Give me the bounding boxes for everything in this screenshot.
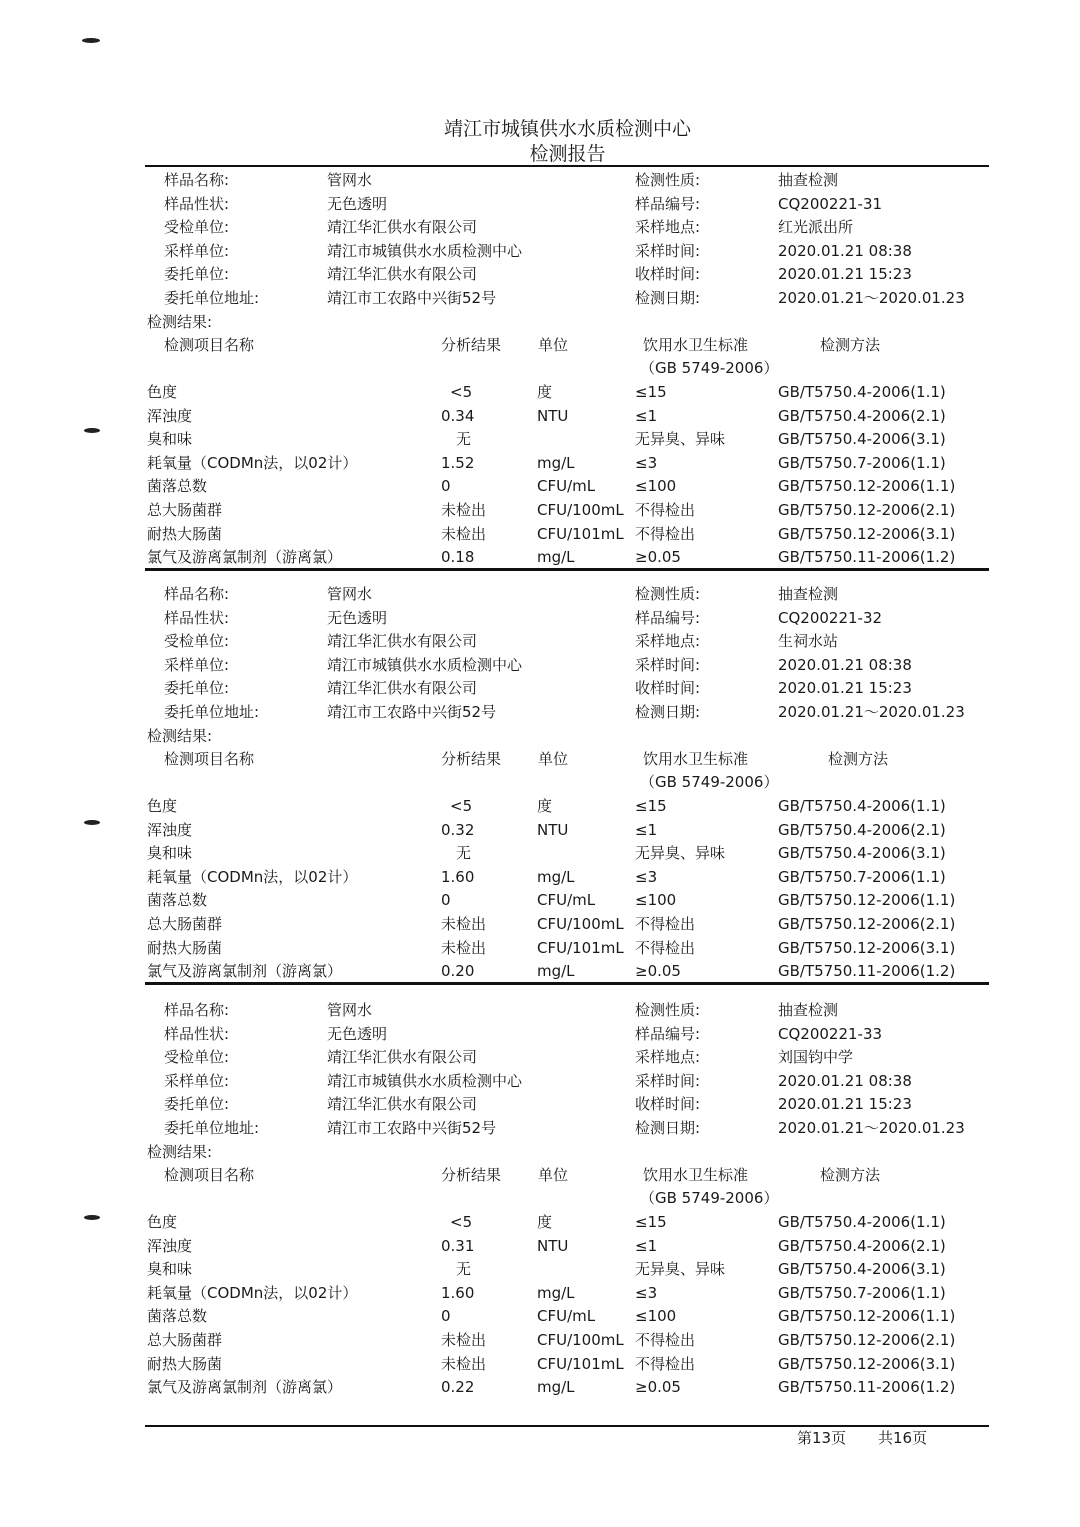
column-header-item: 检测项目名称 [164, 1166, 255, 1184]
item-method: GB/T5750.4-2006(1.1) [778, 797, 946, 815]
value-test-date: 2020.01.21～2020.01.23 [778, 703, 965, 721]
block-separator [145, 568, 989, 571]
item-unit: mg/L [537, 454, 575, 472]
scan-mark [82, 38, 100, 43]
value-sample-name: 管网水 [327, 171, 373, 189]
label-sampling-site: 采样地点: [635, 632, 701, 650]
label-sample-property: 样品性状: [164, 195, 230, 213]
label-sample-no: 样品编号: [635, 195, 701, 213]
item-standard: 不得检出 [635, 1355, 696, 1373]
item-standard: ≤100 [635, 891, 677, 909]
label-sample-property: 样品性状: [164, 609, 230, 627]
item-name: 总大肠菌群 [147, 1331, 223, 1349]
item-name: 耐热大肠菌 [147, 939, 223, 957]
item-standard: ≥0.05 [635, 962, 681, 980]
label-sampling-site: 采样地点: [635, 1048, 701, 1066]
value-receipt-time: 2020.01.21 15:23 [778, 265, 912, 283]
item-unit: mg/L [537, 1378, 575, 1396]
item-method: GB/T5750.4-2006(3.1) [778, 844, 946, 862]
org-title: 靖江市城镇供水水质检测中心 [443, 118, 691, 140]
results-heading: 检测结果: [147, 313, 213, 331]
item-method: GB/T5750.4-2006(1.1) [778, 1213, 946, 1231]
item-unit: CFU/101mL [537, 939, 624, 957]
item-result: 未检出 [441, 525, 487, 543]
item-result: 0.18 [441, 548, 475, 566]
value-sampling-unit: 靖江市城镇供水水质检测中心 [327, 1072, 523, 1090]
column-header-item: 检测项目名称 [164, 750, 255, 768]
column-header-method: 检测方法 [828, 750, 889, 768]
label-receipt-time: 收样时间: [635, 1095, 701, 1113]
column-header-unit: 单位 [538, 1166, 569, 1184]
item-method: GB/T5750.4-2006(2.1) [778, 407, 946, 425]
item-unit: 度 [537, 383, 553, 401]
label-sampling-time: 采样时间: [635, 656, 701, 674]
item-unit: CFU/100mL [537, 915, 624, 933]
label-sample-name: 样品名称: [164, 1001, 230, 1019]
item-result: 0.32 [441, 821, 475, 839]
item-name: 氯气及游离氯制剂（游离氯） [147, 1378, 343, 1396]
item-unit: 度 [537, 797, 553, 815]
item-standard: ≤3 [635, 1284, 658, 1302]
value-entrust-address: 靖江市工农路中兴街52号 [327, 703, 497, 721]
value-test-nature: 抽查检测 [778, 1001, 839, 1019]
column-header-unit: 单位 [538, 336, 569, 354]
column-header-method: 检测方法 [820, 336, 881, 354]
item-standard: 不得检出 [635, 1331, 696, 1349]
item-result: 未检出 [441, 915, 487, 933]
item-name: 菌落总数 [147, 1307, 208, 1325]
item-name: 氯气及游离氯制剂（游离氯） [147, 548, 343, 566]
item-result: 1.60 [441, 1284, 475, 1302]
item-name: 菌落总数 [147, 891, 208, 909]
item-method: GB/T5750.7-2006(1.1) [778, 868, 946, 886]
label-sampling-site: 采样地点: [635, 218, 701, 236]
value-test-nature: 抽查检测 [778, 585, 839, 603]
label-receipt-time: 收样时间: [635, 265, 701, 283]
value-sampling-site: 刘国钧中学 [778, 1048, 854, 1066]
column-header-method: 检测方法 [820, 1166, 881, 1184]
item-standard: ≤1 [635, 821, 658, 839]
header-rule [145, 165, 989, 167]
label-test-date: 检测日期: [635, 289, 701, 307]
label-receiving-unit: 受检单位: [164, 218, 230, 236]
item-result: 无 [456, 844, 472, 862]
item-name: 氯气及游离氯制剂（游离氯） [147, 962, 343, 980]
item-unit: CFU/mL [537, 477, 596, 495]
value-entrust-address: 靖江市工农路中兴街52号 [327, 1119, 497, 1137]
label-entrust-unit: 委托单位: [164, 265, 230, 283]
item-standard: 不得检出 [635, 915, 696, 933]
item-result: 0 [441, 891, 451, 909]
scan-mark [84, 428, 100, 433]
label-sample-name: 样品名称: [164, 171, 230, 189]
item-method: GB/T5750.4-2006(2.1) [778, 821, 946, 839]
value-receiving-unit: 靖江华汇供水有限公司 [327, 632, 478, 650]
value-sample-property: 无色透明 [327, 195, 388, 213]
item-unit: CFU/100mL [537, 501, 624, 519]
label-test-nature: 检测性质: [635, 1001, 701, 1019]
item-method: GB/T5750.11-2006(1.2) [778, 548, 956, 566]
value-sampling-time: 2020.01.21 08:38 [778, 242, 912, 260]
item-result: <5 [450, 383, 473, 401]
column-header-standard-code: （GB 5749-2006） [640, 773, 779, 791]
item-result: 未检出 [441, 1331, 487, 1349]
item-result: 0.20 [441, 962, 475, 980]
item-unit: CFU/101mL [537, 525, 624, 543]
block-separator [145, 982, 989, 985]
item-name: 耗氧量（CODMn法，以02计） [147, 1284, 358, 1302]
item-unit: NTU [537, 407, 569, 425]
item-result: 0 [441, 477, 451, 495]
item-method: GB/T5750.12-2006(3.1) [778, 939, 956, 957]
item-standard: ≤1 [635, 407, 658, 425]
item-result: 0.31 [441, 1237, 475, 1255]
page-number: 第13页 [797, 1429, 847, 1447]
item-method: GB/T5750.4-2006(3.1) [778, 1260, 946, 1278]
label-entrust-unit: 委托单位: [164, 1095, 230, 1113]
label-sample-property: 样品性状: [164, 1025, 230, 1043]
footer-rule [145, 1425, 989, 1427]
value-sample-no: CQ200221-32 [778, 609, 883, 627]
item-method: GB/T5750.4-2006(3.1) [778, 430, 946, 448]
item-standard: 不得检出 [635, 939, 696, 957]
value-test-nature: 抽查检测 [778, 171, 839, 189]
item-standard: ≥0.05 [635, 548, 681, 566]
value-test-date: 2020.01.21～2020.01.23 [778, 289, 965, 307]
column-header-standard: 饮用水卫生标准 [643, 336, 749, 354]
value-sampling-site: 生祠水站 [778, 632, 839, 650]
item-name: 浑浊度 [147, 821, 193, 839]
item-method: GB/T5750.4-2006(2.1) [778, 1237, 946, 1255]
item-result: 无 [456, 430, 472, 448]
item-name: 总大肠菌群 [147, 915, 223, 933]
column-header-result: 分析结果 [441, 336, 502, 354]
item-name: 臭和味 [147, 844, 193, 862]
item-name: 臭和味 [147, 1260, 193, 1278]
label-entrust-address: 委托单位地址: [164, 289, 260, 307]
item-result: <5 [450, 797, 473, 815]
label-sampling-unit: 采样单位: [164, 1072, 230, 1090]
item-result: 未检出 [441, 939, 487, 957]
label-receipt-time: 收样时间: [635, 679, 701, 697]
item-result: <5 [450, 1213, 473, 1231]
item-unit: NTU [537, 1237, 569, 1255]
item-unit: mg/L [537, 962, 575, 980]
item-standard: ≤3 [635, 868, 658, 886]
item-method: GB/T5750.11-2006(1.2) [778, 962, 956, 980]
item-result: 无 [456, 1260, 472, 1278]
label-test-nature: 检测性质: [635, 171, 701, 189]
item-standard: 不得检出 [635, 525, 696, 543]
value-sample-name: 管网水 [327, 1001, 373, 1019]
item-method: GB/T5750.12-2006(1.1) [778, 1307, 956, 1325]
value-entrust-unit: 靖江华汇供水有限公司 [327, 1095, 478, 1113]
item-standard: ≤100 [635, 477, 677, 495]
item-unit: CFU/mL [537, 1307, 596, 1325]
item-standard: 无异臭、异味 [635, 844, 726, 862]
label-sample-name: 样品名称: [164, 585, 230, 603]
item-standard: ≤100 [635, 1307, 677, 1325]
item-method: GB/T5750.12-2006(3.1) [778, 1355, 956, 1373]
item-standard: ≤15 [635, 383, 667, 401]
item-unit: NTU [537, 821, 569, 839]
item-standard: ≤1 [635, 1237, 658, 1255]
value-entrust-unit: 靖江华汇供水有限公司 [327, 265, 478, 283]
item-standard: 无异臭、异味 [635, 1260, 726, 1278]
column-header-standard: 饮用水卫生标准 [643, 1166, 749, 1184]
results-heading: 检测结果: [147, 1143, 213, 1161]
item-name: 总大肠菌群 [147, 501, 223, 519]
item-name: 色度 [147, 797, 178, 815]
item-standard: ≤15 [635, 797, 667, 815]
label-entrust-address: 委托单位地址: [164, 1119, 260, 1137]
item-method: GB/T5750.7-2006(1.1) [778, 454, 946, 472]
item-name: 耗氧量（CODMn法，以02计） [147, 868, 358, 886]
value-test-date: 2020.01.21～2020.01.23 [778, 1119, 965, 1137]
item-unit: mg/L [537, 1284, 575, 1302]
item-name: 耐热大肠菌 [147, 525, 223, 543]
item-method: GB/T5750.11-2006(1.2) [778, 1378, 956, 1396]
item-unit: mg/L [537, 868, 575, 886]
report-title: 检测报告 [529, 143, 606, 165]
column-header-standard: 饮用水卫生标准 [643, 750, 749, 768]
label-entrust-unit: 委托单位: [164, 679, 230, 697]
column-header-result: 分析结果 [441, 750, 502, 768]
page-total: 共16页 [878, 1429, 928, 1447]
column-header-standard-code: （GB 5749-2006） [640, 1189, 779, 1207]
column-header-standard-code: （GB 5749-2006） [640, 359, 779, 377]
item-result: 0 [441, 1307, 451, 1325]
label-test-nature: 检测性质: [635, 585, 701, 603]
value-receiving-unit: 靖江华汇供水有限公司 [327, 218, 478, 236]
value-sample-property: 无色透明 [327, 1025, 388, 1043]
item-result: 1.60 [441, 868, 475, 886]
item-result: 1.52 [441, 454, 475, 472]
item-name: 浑浊度 [147, 1237, 193, 1255]
item-unit: CFU/mL [537, 891, 596, 909]
value-receipt-time: 2020.01.21 15:23 [778, 679, 912, 697]
item-method: GB/T5750.12-2006(1.1) [778, 477, 956, 495]
value-sampling-unit: 靖江市城镇供水水质检测中心 [327, 656, 523, 674]
item-method: GB/T5750.4-2006(1.1) [778, 383, 946, 401]
item-method: GB/T5750.12-2006(3.1) [778, 525, 956, 543]
value-receipt-time: 2020.01.21 15:23 [778, 1095, 912, 1113]
item-method: GB/T5750.12-2006(2.1) [778, 1331, 956, 1349]
item-result: 0.22 [441, 1378, 475, 1396]
label-sampling-unit: 采样单位: [164, 242, 230, 260]
value-sample-no: CQ200221-33 [778, 1025, 883, 1043]
item-standard: ≥0.05 [635, 1378, 681, 1396]
item-standard: 无异臭、异味 [635, 430, 726, 448]
value-sampling-unit: 靖江市城镇供水水质检测中心 [327, 242, 523, 260]
item-result: 未检出 [441, 1355, 487, 1373]
item-standard: 不得检出 [635, 501, 696, 519]
item-name: 色度 [147, 383, 178, 401]
scan-mark [84, 820, 100, 825]
value-receiving-unit: 靖江华汇供水有限公司 [327, 1048, 478, 1066]
results-heading: 检测结果: [147, 727, 213, 745]
label-sample-no: 样品编号: [635, 1025, 701, 1043]
label-sample-no: 样品编号: [635, 609, 701, 627]
column-header-item: 检测项目名称 [164, 336, 255, 354]
label-receiving-unit: 受检单位: [164, 1048, 230, 1066]
value-sample-name: 管网水 [327, 585, 373, 603]
item-unit: CFU/101mL [537, 1355, 624, 1373]
label-test-date: 检测日期: [635, 1119, 701, 1137]
value-entrust-unit: 靖江华汇供水有限公司 [327, 679, 478, 697]
label-test-date: 检测日期: [635, 703, 701, 721]
item-standard: ≤15 [635, 1213, 667, 1231]
item-name: 浑浊度 [147, 407, 193, 425]
item-method: GB/T5750.7-2006(1.1) [778, 1284, 946, 1302]
item-name: 耗氧量（CODMn法，以02计） [147, 454, 358, 472]
item-name: 耐热大肠菌 [147, 1355, 223, 1373]
value-sampling-time: 2020.01.21 08:38 [778, 1072, 912, 1090]
value-entrust-address: 靖江市工农路中兴街52号 [327, 289, 497, 307]
item-unit: CFU/100mL [537, 1331, 624, 1349]
item-method: GB/T5750.12-2006(2.1) [778, 915, 956, 933]
item-unit: 度 [537, 1213, 553, 1231]
item-result: 未检出 [441, 501, 487, 519]
label-sampling-time: 采样时间: [635, 1072, 701, 1090]
column-header-unit: 单位 [538, 750, 569, 768]
column-header-result: 分析结果 [441, 1166, 502, 1184]
item-name: 臭和味 [147, 430, 193, 448]
item-name: 色度 [147, 1213, 178, 1231]
label-sampling-time: 采样时间: [635, 242, 701, 260]
label-receiving-unit: 受检单位: [164, 632, 230, 650]
value-sample-no: CQ200221-31 [778, 195, 883, 213]
scan-mark [84, 1215, 100, 1220]
value-sample-property: 无色透明 [327, 609, 388, 627]
label-sampling-unit: 采样单位: [164, 656, 230, 674]
item-method: GB/T5750.12-2006(2.1) [778, 501, 956, 519]
value-sampling-site: 红光派出所 [778, 218, 854, 236]
item-method: GB/T5750.12-2006(1.1) [778, 891, 956, 909]
item-name: 菌落总数 [147, 477, 208, 495]
item-standard: ≤3 [635, 454, 658, 472]
item-result: 0.34 [441, 407, 475, 425]
label-entrust-address: 委托单位地址: [164, 703, 260, 721]
item-unit: mg/L [537, 548, 575, 566]
value-sampling-time: 2020.01.21 08:38 [778, 656, 912, 674]
